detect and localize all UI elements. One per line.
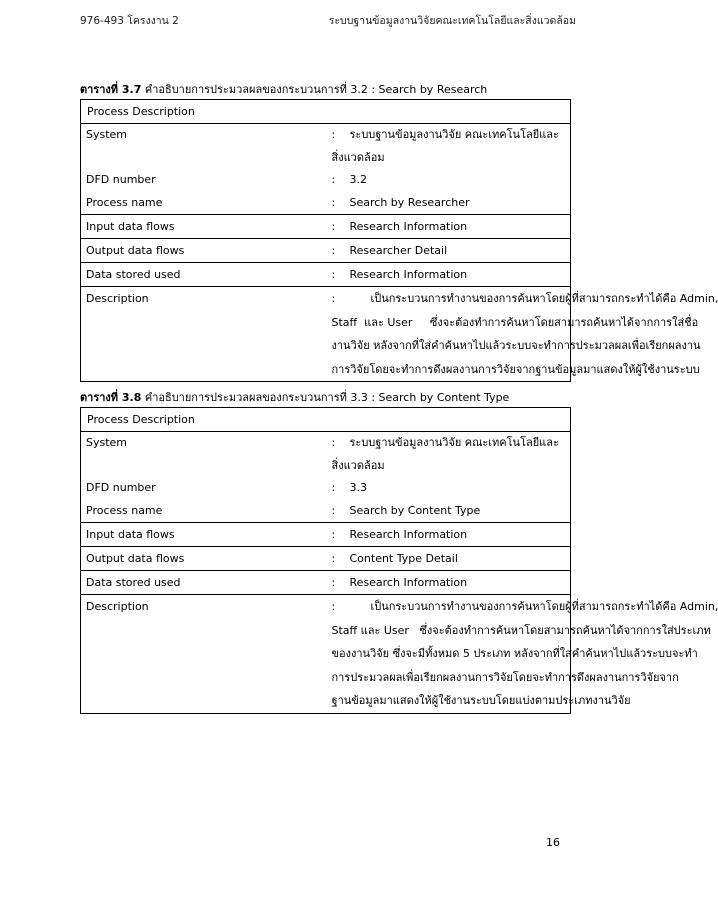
table-caption bbox=[80, 80, 487, 98]
dfd-number-value: 3.3 bbox=[349, 481, 367, 494]
data-stored-value: Research Information bbox=[349, 268, 468, 281]
colon: : bbox=[331, 552, 336, 565]
colon: : bbox=[331, 268, 336, 281]
header-right: ระบบฐานข้อมูลงานวิจัยคณะเทคโนโลยีและสิ่งแวดล้อม bbox=[328, 15, 576, 27]
caption-label: ตารางที่ 3.7 bbox=[80, 83, 142, 96]
system-label: System bbox=[81, 124, 326, 170]
process-name-label: Process name bbox=[81, 192, 326, 215]
input-flows-value: Research Information bbox=[349, 528, 468, 541]
colon: : bbox=[331, 576, 336, 589]
header-left: 976-493 โครงงาน 2 bbox=[80, 15, 179, 27]
page-number: 16 bbox=[546, 836, 560, 849]
colon: : bbox=[331, 195, 336, 209]
colon: : bbox=[331, 244, 336, 257]
description-line: Staff และ User ซึ่งจะต้องทำการค้นหาโดยสามารถค้นหาได้จากการใส่ชื่อ bbox=[331, 315, 699, 329]
input-flows-value: Research Information bbox=[349, 220, 468, 233]
caption-label: ตารางที่ 3.8 bbox=[80, 391, 142, 404]
data-stored-value: Research Information bbox=[349, 576, 468, 589]
description-line: ของงานวิจัย ซึ่งจะมีทั้งหมด 5 ประเภท หลังจากที่ใส่คำค้นหาไปแล้วระบบจะทำ bbox=[331, 647, 698, 660]
description-text bbox=[331, 287, 718, 381]
process-description-table bbox=[80, 99, 718, 382]
description-line: การวิจัยโดยจะทำการดึงผลงานการวิจัยจากฐานข้อมูลมาแสดงให้ผู้ใช้งานระบบ bbox=[331, 362, 700, 376]
process-name-value: Search by Content Type bbox=[349, 503, 481, 517]
colon: : bbox=[331, 503, 336, 517]
description-line: Staff และ User ซึ่งจะต้องทำการค้นหาโดยสามารถค้นหาได้จากการใส่ประเภท bbox=[331, 623, 711, 637]
colon: : bbox=[331, 528, 336, 541]
colon: : bbox=[331, 436, 336, 449]
colon: : bbox=[331, 600, 336, 613]
dfd-number-label: DFD number bbox=[81, 477, 326, 500]
process-name-label: Process name bbox=[81, 500, 326, 523]
process-description-table bbox=[80, 407, 718, 714]
system-label: System bbox=[81, 432, 326, 478]
caption-text: คำอธิบายการประมวลผลของกระบวนการที่ 3.2 : Search by Research bbox=[141, 83, 488, 96]
output-flows-value: Content Type Detail bbox=[349, 552, 458, 565]
data-stored-label: Data stored used bbox=[81, 571, 326, 595]
description-label: Description bbox=[81, 595, 326, 714]
description-line: งานวิจัย หลังจากที่ใส่คำค้นหาไปแล้วระบบจะทำการประมวลผลเพื่อเรียกผลงาน bbox=[331, 339, 701, 352]
description-line: เป็นกระบวนการทำงานของการค้นหาโดยผู้ที่สามารถกระทำได้คือ Admin, bbox=[349, 292, 718, 305]
table-caption bbox=[80, 388, 509, 406]
caption-text: คำอธิบายการประมวลผลของกระบวนการที่ 3.3 : Search by Content Type bbox=[141, 391, 510, 404]
colon: : bbox=[331, 481, 336, 494]
table-title: Process Description bbox=[81, 100, 571, 124]
colon: : bbox=[331, 292, 336, 305]
system-value: ระบบฐานข้อมูลงานวิจัย คณะเทคโนโลยีและสิ่งแวดล้อม bbox=[331, 436, 559, 472]
table-title: Process Description bbox=[81, 408, 571, 432]
output-flows-label: Output data flows bbox=[81, 547, 326, 571]
system-value: ระบบฐานข้อมูลงานวิจัย คณะเทคโนโลยีและสิ่งแวดล้อม bbox=[331, 128, 559, 164]
output-flows-value: Researcher Detail bbox=[349, 244, 448, 257]
input-flows-label: Input data flows bbox=[81, 523, 326, 547]
description-line: เป็นกระบวนการทำงานของการค้นหาโดยผู้ที่สามารถกระทำได้คือ Admin, bbox=[349, 600, 718, 613]
description-line: การประมวลผลเพื่อเรียกผลงานการวิจัยโดยจะทำการดึงผลงานการวิจัยจาก bbox=[331, 670, 679, 684]
process-name-value: Search by Researcher bbox=[349, 195, 470, 209]
input-flows-label: Input data flows bbox=[81, 215, 326, 239]
description-text bbox=[331, 595, 718, 713]
colon: : bbox=[331, 220, 336, 233]
colon: : bbox=[331, 173, 336, 186]
description-label: Description bbox=[81, 287, 326, 382]
data-stored-label: Data stored used bbox=[81, 263, 326, 287]
dfd-number-label: DFD number bbox=[81, 169, 326, 192]
output-flows-label: Output data flows bbox=[81, 239, 326, 263]
dfd-number-value: 3.2 bbox=[349, 173, 367, 186]
colon: : bbox=[331, 128, 336, 141]
description-line: ฐานข้อมูลมาแสดงให้ผู้ใช้งานระบบโดยแบ่งตามประเภทงานวิจัย bbox=[331, 694, 631, 707]
